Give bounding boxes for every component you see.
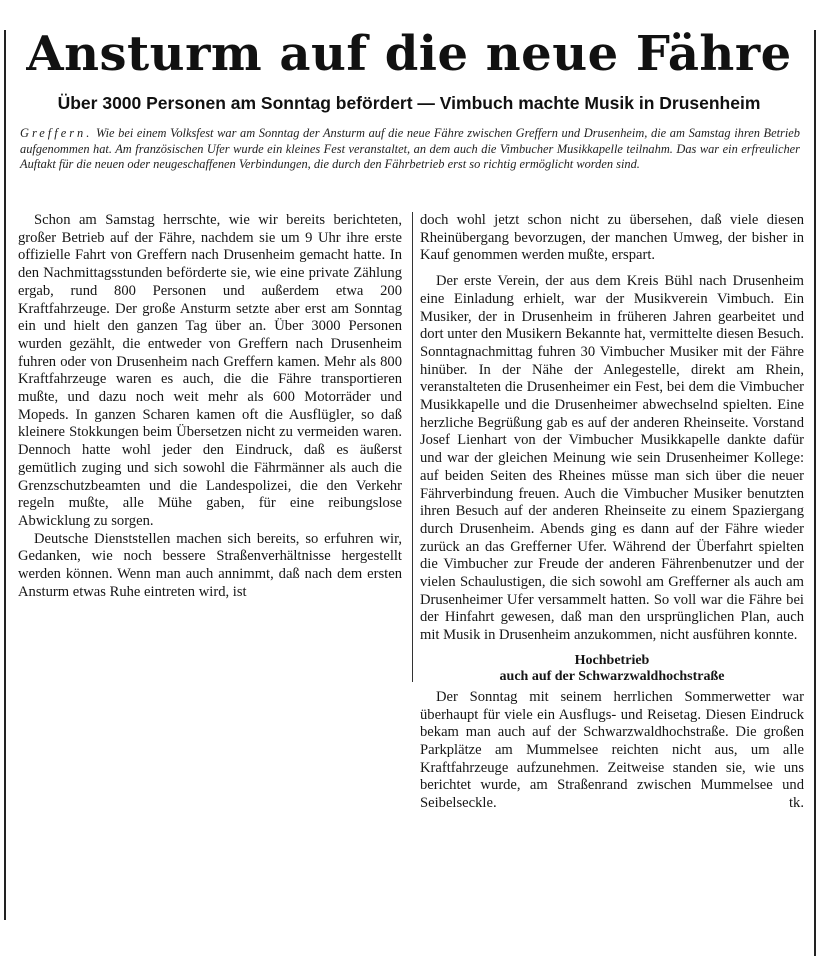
- left-paragraph-1: Schon am Samstag herrschte, wie wir bereits berichteten, großer Betrieb auf der Fähre, nachdem sie um 9 Uhr ihre erste offizielle Fahrt von Greffern nach Drusenheim gemacht hatte. In den Nachmittagsstunden beförderte sie, wie eine private Zählung ergab, rund 800 Personen und außerdem etwa 200 Kraftfahrzeuge. Der große Ansturm setzte aber erst am Sonntag ein und hielt den ganzen Tag über an. Über 3000 Personen wurden gezählt, die entweder von Greffern nach Drusenheim fuhren oder von Drusenheim nach Greffern kamen. Mehr als 800 Kraftfahrzeuge waren es auch, die die Fähre transportieren mußte, und dazu noch weit mehr als 600 Motorräder und Mopeds. In ganzen Scharen kamen oft die Ausflügler, so daß kleinere Stokkungen beim Übersetzen nicht zu vermeiden waren. Dennoch hatte wohl jeder den Eindruck, daß es äußerst gemütlich zuging und sich sowohl die Fährmänner als auch die Grenzschutzbeamten und die Landespolizei, die den Verkehr regeln mußte, alle Mühe gaben, für eine reibungslose Abwicklung zu sorgen.: [18, 212, 402, 529]
- intro-dateline: Greffern.: [20, 126, 93, 140]
- intro-paragraph: [20, 126, 800, 173]
- section-subheading: [420, 653, 804, 685]
- headline: Ansturm auf die neue Fähre: [26, 26, 792, 82]
- right-paragraph-3-text: Der Sonntag mit seinem herrlichen Sommerwetter war überhaupt für viele ein Ausflugs- und Reisetag. Diesen Eindruck bekam man auch auf der Schwarzwaldhochstraße. Die großen Parkplätze am Mummelsee reichten nicht aus, um alle Kraftfahrzeuge aufzunehmen. Zeitweise standen sie, wie uns berichtet wurde, am Straßenrand zwischen Mummelsee und Seibelseckle.: [420, 688, 804, 812]
- right-column: [420, 212, 804, 813]
- intro-text: Wie bei einem Volksfest war am Sonntag der Ansturm auf die neue Fähre zwischen Greffern und Drusenheim, die am Samstag ihren Betrieb aufgenommen hat. Am französischen Ufer wurde ein kleines Fest veranstaltet, an dem auch die Vimbucher Musikkapelle teilnahm. Das war ein erfreulicher Auftakt für die neuen oder neugeschaffenen Verbindungen, die durch den Fährbetrieb erst so richtig ermöglicht worden sind.: [20, 126, 800, 171]
- right-paragraph-2: Der erste Verein, der aus dem Kreis Bühl nach Drusenheim eine Einladung erhielt, war der Musikverein Vimbuch. Ein Musiker, der in Drusenheim in früheren Jahren gearbeitet und dort unter den Musikern Bekannte hat, vermittelte diesen Besuch. Sonntagnachmittag fuhren 30 Vimbucher Musiker mit der Fähre hinüber. In der Nähe der Anlegestelle, direkt am Rhein, veranstalteten die Drusenheimer ein Fest, bei dem die Vimbucher Musikkapelle und die Drusenheimer abwechselnd spielten. Eine herzliche Begrüßung gab es auf der anderen Rheinseite. Vorstand Josef Lienhart von der Vimbucher Musikkapelle dankte dafür und war der gleichen Meinung wie sein Drusenheimer Kollege: auf beiden Seiten des Rheines müsse man sich über die neuer Fährverbindung freuen. Auch die Vimbucher Musiker benutzten ihren Besuch auf der anderen Rheinseite zu einem Spaziergang durch Drusenheim. Abends ging es dann auf der Fähre wieder zurück an das Grefferner Ufer. Während der Überfahrt spielten die Vimbucher zur Freude der anderen Fährenbenutzer und der vielen Schaulustigen, die sich sowohl am Grefferner als auch am Drusenheimer Ufer versammelt hatten. So voll war die Fähre bei der Hinfahrt gewesen, daß man den ursprünglichen Plan, auch mit Musik in Drusenheim anzukommen, nicht ausführen konnte.: [420, 273, 804, 644]
- subheadline: Über 3000 Personen am Sonntag befördert — Vimbuch machte Musik in Drusenheim: [57, 93, 761, 113]
- left-border-rule: [4, 30, 6, 920]
- left-column: [18, 212, 402, 601]
- left-paragraph-2: Deutsche Dienststellen machen sich bereits, so erfuhren wir, Gedanken, wie noch bessere Straßenverhältnisse hergestellt werden können. Wenn man auch annimmt, daß nach dem ersten Ansturm etwas Ruhe eintreten wird, ist: [18, 530, 402, 600]
- author-signature: tk.: [789, 795, 804, 812]
- right-border-rule: [814, 30, 816, 956]
- right-paragraph-1: doch wohl jetzt schon nicht zu übersehen, daß viele diesen Rheinübergang bevorzugen, der manchen Umweg, der bisher in Kauf genommen werden mußte, erspart.: [420, 212, 804, 264]
- subheading-line-1: Hochbetrieb: [574, 652, 650, 668]
- subheading-line-2: auch auf der Schwarzwaldhochstraße: [499, 668, 725, 684]
- column-divider: [412, 212, 413, 682]
- right-paragraph-3: [420, 689, 804, 813]
